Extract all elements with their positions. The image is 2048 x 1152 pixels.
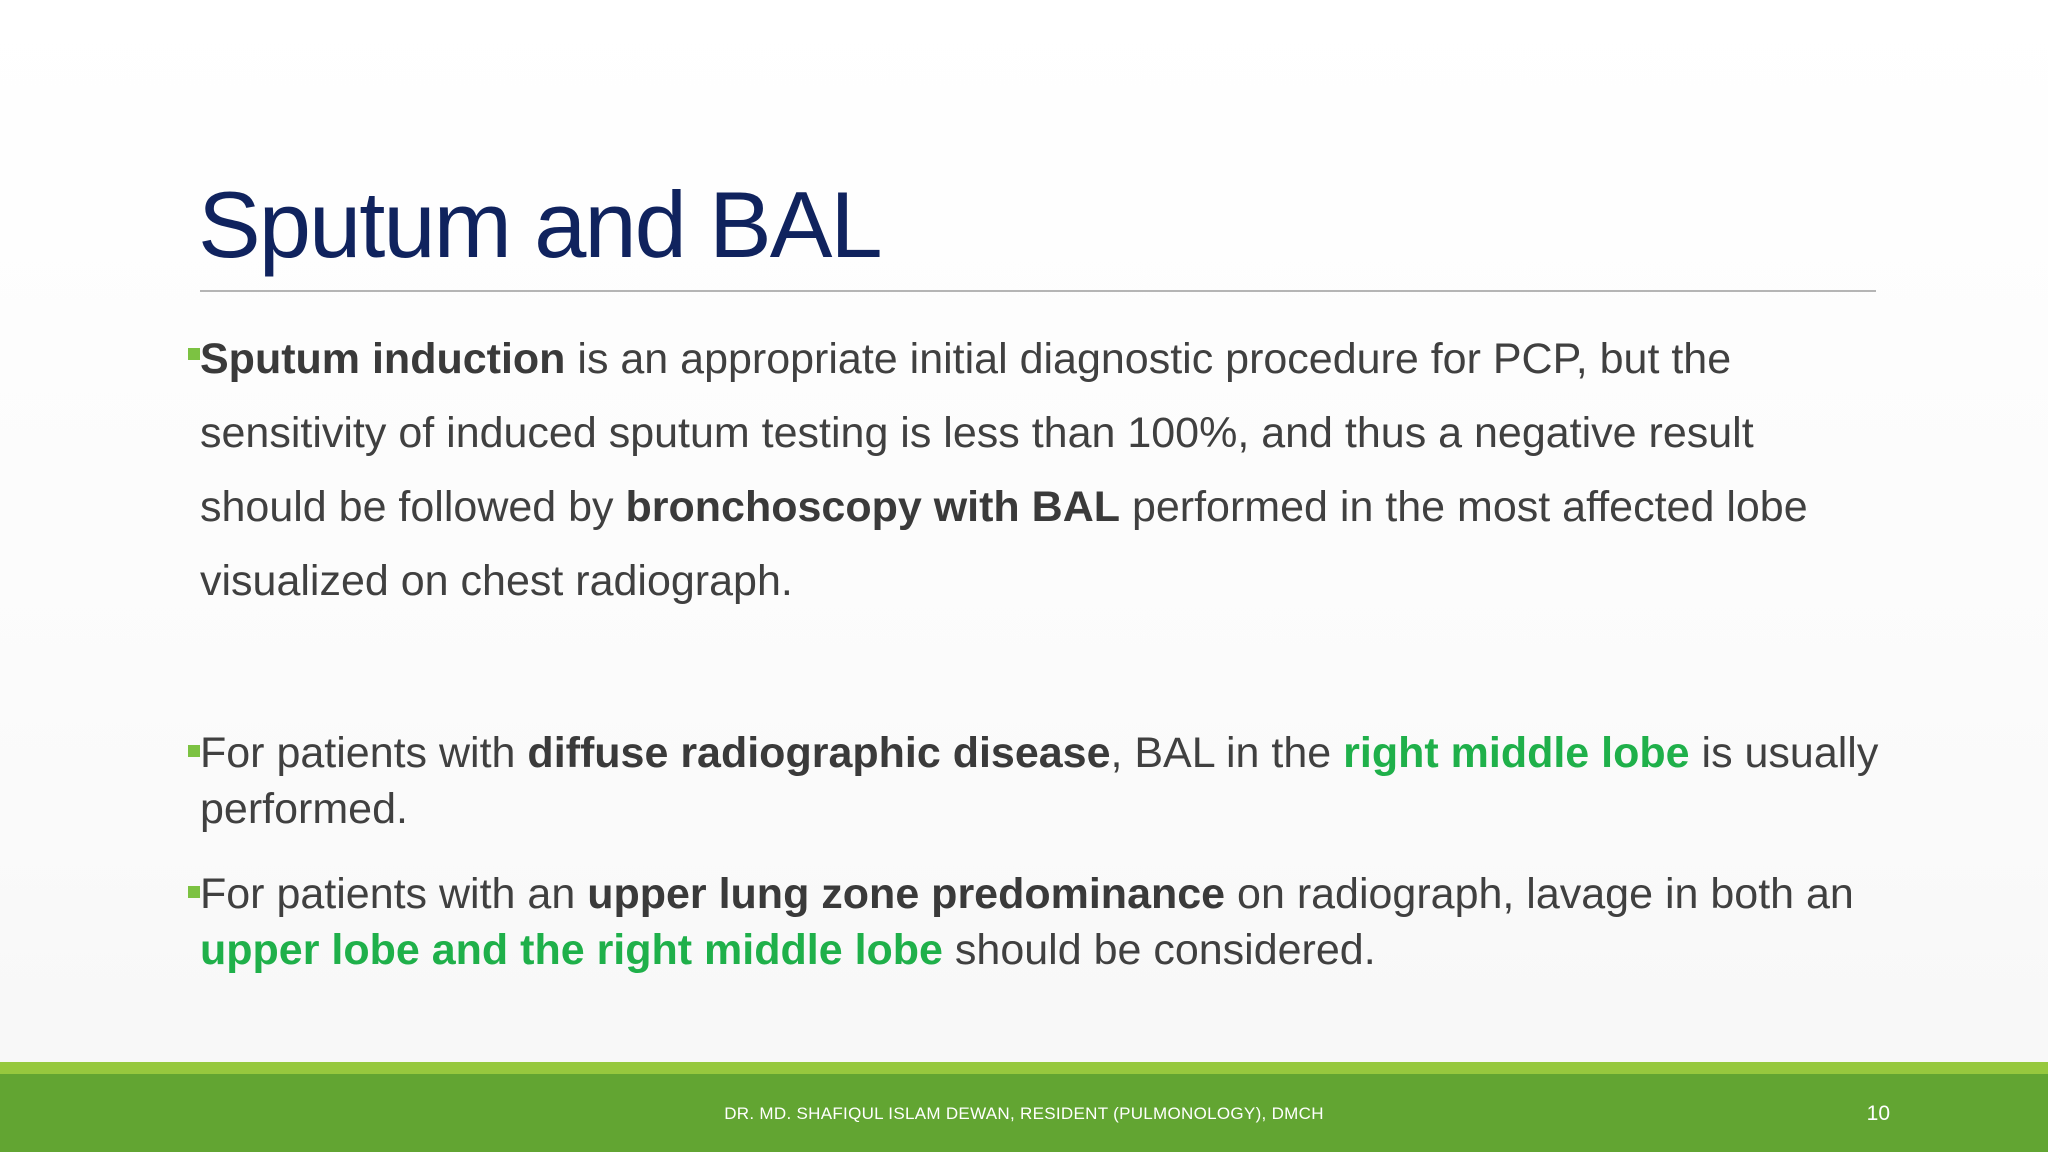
bullet-text: , BAL in the (1110, 729, 1344, 777)
bullet-text: performed in the most affected lobe visualized on chest radiograph. (200, 483, 1808, 605)
bullet-sputum-induction (200, 322, 1880, 618)
slide-title: Sputum and BAL (198, 172, 881, 277)
bullet-text-bold: diffuse radiographic disease (527, 729, 1111, 777)
bullet-text: on radiograph, lavage in both an (1225, 870, 1854, 918)
bullet-upper-lung-zone (200, 866, 1880, 978)
bullet-text-bold: upper lung zone predominance (587, 870, 1226, 918)
page-number: 10 (1866, 1102, 1890, 1125)
bullet-text-bold: bronchoscopy with BAL (625, 483, 1121, 531)
bullet-text: should be considered. (942, 926, 1376, 974)
footer-author: DR. MD. SHAFIQUL ISLAM DEWAN, RESIDENT (PULMONOLOGY), DMCH (724, 1104, 1324, 1123)
bullet-diffuse-disease (200, 725, 1880, 837)
footer-stripe (0, 1062, 2048, 1074)
bullet-text: is an appropriate initial diagnostic procedure for PCP, but the sensitivity of induced sputum testing is less than 100%, and thus a negative result should be followed by (200, 335, 1754, 531)
bullet-text-highlight: right middle lobe (1343, 729, 1690, 777)
bullet-text-highlight: upper lobe and the right middle lobe (200, 926, 943, 974)
bullet-square-icon (188, 348, 200, 360)
bullet-text: For patients with (200, 729, 528, 777)
title-divider (200, 290, 1876, 292)
bullet-square-icon (188, 886, 200, 898)
bullet-text: is usually performed. (200, 729, 1879, 833)
bullet-square-icon (188, 745, 200, 757)
bullet-text-bold: Sputum induction (200, 335, 566, 383)
bullet-text: For patients with an (200, 870, 588, 918)
